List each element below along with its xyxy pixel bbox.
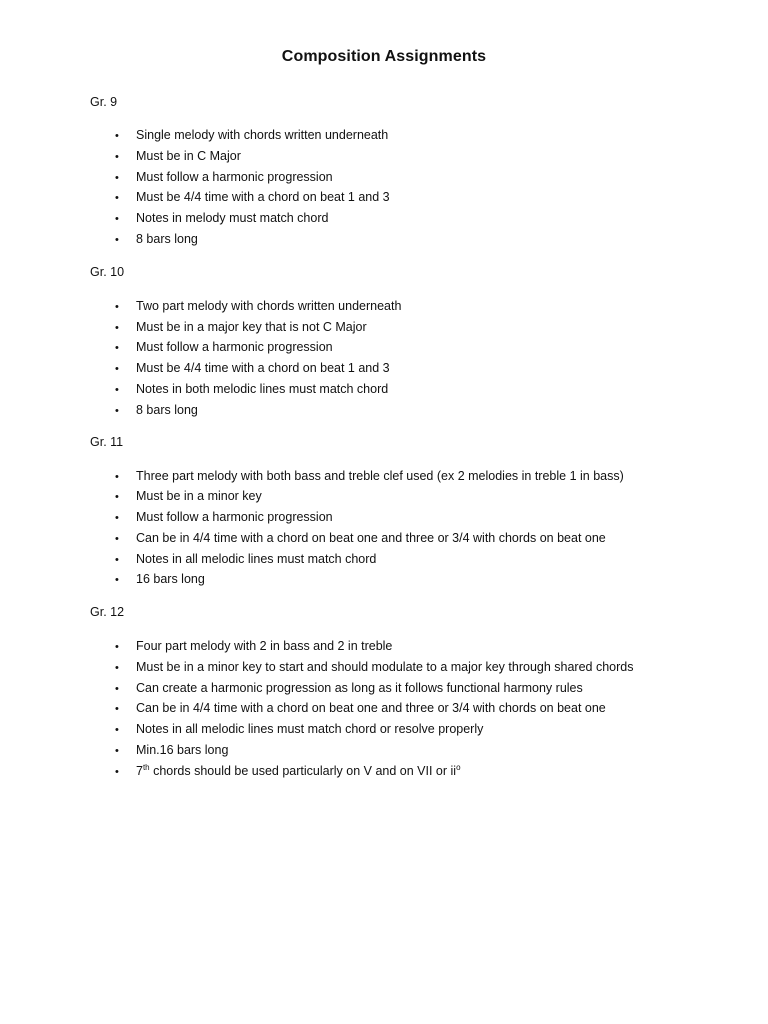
list-item-text-prefix: 7 [136, 764, 143, 778]
bullet: • [115, 363, 119, 375]
list-item-text: Min.16 bars long [136, 743, 229, 757]
list-item-text: Notes in all melodic lines must match chord or resolve properly [136, 722, 484, 736]
list-item-text: Must be in C Major [136, 149, 241, 163]
bullet: • [115, 554, 119, 566]
bullet: • [115, 491, 119, 503]
list-item-text: Single melody with chords written underneath [136, 128, 389, 142]
bullet: • [115, 151, 119, 163]
section-heading-gr9: Gr. 9 [90, 95, 118, 109]
bullet: • [115, 172, 119, 184]
list-item-text: Must follow a harmonic progression [136, 340, 333, 354]
bullet: • [115, 234, 119, 246]
list-item-text: 8 bars long [136, 232, 198, 246]
bullet: • [115, 130, 119, 142]
list-item [115, 572, 205, 587]
list-item [115, 531, 606, 546]
list-item [115, 149, 241, 164]
bullet: • [115, 574, 119, 586]
list-item [115, 469, 624, 484]
bullet: • [115, 703, 119, 715]
list-item-text: Notes in melody must match chord [136, 211, 329, 225]
bullet: • [115, 662, 119, 674]
list-item [115, 743, 228, 758]
list-item-text: Must follow a harmonic progression [136, 510, 333, 524]
list-item [115, 510, 333, 525]
list-item-text: Must be in a minor key [136, 489, 262, 503]
list-item [115, 639, 392, 654]
list-item [115, 552, 376, 567]
list-item [115, 232, 198, 247]
list-item [115, 128, 388, 143]
list-item [115, 170, 333, 185]
list-item [115, 320, 367, 335]
list-item-text: Two part melody with chords written underneath [136, 299, 402, 313]
bullet: • [115, 192, 119, 204]
bullet: • [115, 512, 119, 524]
list-item-text: Must follow a harmonic progression [136, 170, 333, 184]
bullet: • [115, 322, 119, 334]
superscript-diminished: o [456, 762, 461, 772]
bullet: • [115, 641, 119, 653]
list-item-text: Can be in 4/4 time with a chord on beat one and three or 3/4 with chords on beat one [136, 531, 606, 545]
list-item-text: Can create a harmonic progression as long as it follows functional harmony rules [136, 681, 583, 695]
list-item-text: Must be in a major key that is not C Major [136, 320, 367, 334]
bullet: • [115, 766, 119, 778]
list-item [115, 403, 198, 418]
list-item [115, 722, 483, 737]
section-heading-gr12: Gr. 12 [90, 605, 125, 619]
list-item [115, 764, 461, 779]
bullet: • [115, 384, 119, 396]
list-item-text: Notes in both melodic lines must match chord [136, 382, 389, 396]
list-item-text: Four part melody with 2 in bass and 2 in treble [136, 639, 393, 653]
list-item [115, 701, 606, 716]
section-heading-gr11: Gr. 11 [90, 435, 124, 449]
list-item-text: Notes in all melodic lines must match chord [136, 552, 377, 566]
bullet: • [115, 405, 119, 417]
bullet: • [115, 342, 119, 354]
bullet: • [115, 745, 119, 757]
bullet: • [115, 724, 119, 736]
list-item [115, 382, 388, 397]
list-item-text: chords should be used particularly on V and on VII or ii [149, 764, 457, 778]
list-item [115, 340, 333, 355]
list-item-text: Must be 4/4 time with a chord on beat 1 and 3 [136, 361, 390, 375]
bullet: • [115, 301, 119, 313]
list-item-text: Can be in 4/4 time with a chord on beat one and three or 3/4 with chords on beat one [136, 701, 606, 715]
list-item-text: 16 bars long [136, 572, 205, 586]
list-item-text: Must be 4/4 time with a chord on beat 1 and 3 [136, 190, 390, 204]
list-item [115, 660, 634, 675]
section-heading-gr10: Gr. 10 [90, 265, 125, 279]
bullet: • [115, 471, 119, 483]
page-title: Composition Assignments [281, 48, 487, 65]
list-item [115, 211, 328, 226]
list-item [115, 299, 401, 314]
bullet: • [115, 533, 119, 545]
list-item [115, 361, 390, 376]
list-item-text: 8 bars long [136, 403, 198, 417]
list-item-text: Three part melody with both bass and treble clef used (ex 2 melodies in treble 1 in bass) [136, 469, 624, 483]
list-item-text: Must be in a minor key to start and should modulate to a major key through shared chords [136, 660, 634, 674]
bullet: • [115, 213, 119, 225]
list-item [115, 190, 390, 205]
list-item [115, 681, 583, 696]
list-item [115, 489, 262, 504]
bullet: • [115, 683, 119, 695]
superscript-th: th [142, 762, 150, 772]
